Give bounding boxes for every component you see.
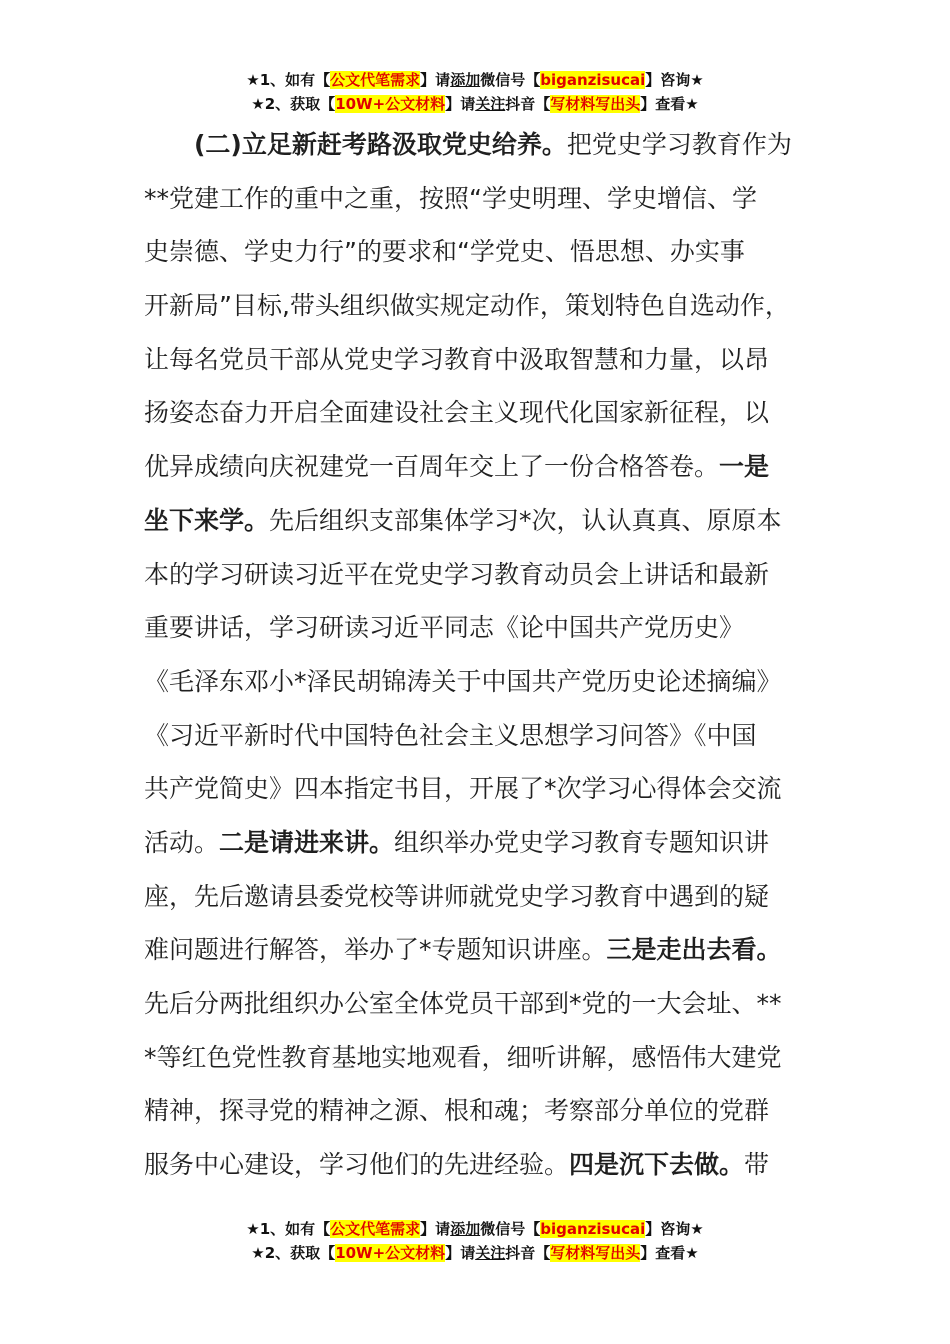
text-line bbox=[144, 440, 834, 494]
banner-text: 】请 bbox=[420, 1220, 451, 1238]
underlined-text: 关注 bbox=[475, 1244, 506, 1262]
banner-text: 】查看★ bbox=[640, 95, 699, 113]
document-body bbox=[144, 118, 834, 1192]
text-segment: 把党史学习教育作为 bbox=[566, 130, 792, 159]
text-segment: *等红色党性教育基地实地观看，细听讲解，感悟伟大建党 bbox=[144, 1042, 782, 1072]
text-segment: 开新局”目标,带头组织做实规定动作，策划特色自选动作， bbox=[144, 291, 790, 321]
wechat-id-highlight: biganzisucai bbox=[540, 71, 646, 89]
text-segment: 本的学习研读习近平在党史学习教育动员会上讲话和最新 bbox=[144, 559, 770, 589]
underlined-text: 关注 bbox=[475, 95, 506, 113]
text-line bbox=[144, 816, 834, 870]
text-line bbox=[144, 333, 834, 387]
text-line bbox=[144, 386, 834, 440]
text-line bbox=[144, 709, 834, 763]
banner-text: 】查看★ bbox=[640, 1244, 699, 1262]
text-line bbox=[144, 977, 834, 1031]
bold-text-segment: 一是 bbox=[719, 452, 770, 482]
highlight-text: 10W+公文材料 bbox=[335, 1244, 446, 1262]
banner-text: 】咨询★ bbox=[645, 71, 704, 89]
banner-text: 】请 bbox=[445, 95, 476, 113]
highlight-text: 10W+公文材料 bbox=[335, 95, 446, 113]
text-segment: 重要讲话，学习研读习近平同志《论中国共产党历史》 bbox=[144, 613, 745, 643]
text-line bbox=[144, 1084, 834, 1138]
text-segment: 座，先后邀请县委党校等讲师就党史学习教育中遇到的疑 bbox=[144, 881, 770, 911]
underlined-text: 添加 bbox=[450, 1220, 481, 1238]
banner-text: ★1、如有【 bbox=[246, 71, 331, 89]
banner-text: ★2、获取【 bbox=[251, 95, 336, 113]
text-segment: 《习近平新时代中国特色社会主义思想学习问答》《中国 bbox=[144, 720, 757, 750]
banner-line-2 bbox=[0, 92, 950, 116]
banner-text: 微信号【 bbox=[480, 71, 541, 89]
bold-text-segment: 坐下来学。 bbox=[144, 505, 270, 535]
banner-text: 微信号【 bbox=[480, 1220, 541, 1238]
bold-text-segment: 三是走出去看。 bbox=[606, 935, 782, 965]
douyin-highlight: 写材料写出头 bbox=[550, 1244, 641, 1262]
text-line bbox=[144, 923, 834, 977]
text-line bbox=[144, 870, 834, 924]
text-segment: 扬姿态奋力开启全面建设社会主义现代化国家新征程，以 bbox=[144, 398, 770, 428]
banner-line-1 bbox=[0, 68, 950, 92]
douyin-highlight: 写材料写出头 bbox=[550, 95, 641, 113]
text-segment: 活动。 bbox=[144, 827, 220, 857]
text-line bbox=[144, 172, 834, 226]
text-line bbox=[144, 118, 834, 172]
banner-text: 】咨询★ bbox=[645, 1220, 704, 1238]
text-line bbox=[144, 279, 834, 333]
text-segment: 服务中心建设，学习他们的先进经验。 bbox=[144, 1150, 570, 1180]
bold-text-segment: 四是沉下去做。 bbox=[569, 1150, 745, 1180]
text-segment: 史崇德、学史力行”的要求和“学党史、悟思想、办实事 bbox=[144, 237, 745, 267]
text-segment: 难问题进行解答，举办了*专题知识讲座。 bbox=[144, 935, 607, 965]
underlined-text: 添加 bbox=[450, 71, 481, 89]
text-segment: 让每名党员干部从党史学习教育中汲取智慧和力量，以昂 bbox=[144, 344, 770, 374]
text-segment: 优异成绩向庆祝建党一百周年交上了一份合格答卷。 bbox=[144, 452, 720, 482]
text-line bbox=[144, 548, 834, 602]
header-banner bbox=[0, 68, 950, 116]
highlight-text: 公文代笔需求 bbox=[330, 71, 421, 89]
text-segment: 先后分两批组织办公室全体党员干部到*党的一大会址、** bbox=[144, 989, 782, 1018]
highlight-text: 公文代笔需求 bbox=[330, 1220, 421, 1238]
bold-text-segment: (二)立足新赶考路汲取党史给养。 bbox=[194, 130, 567, 159]
text-line bbox=[144, 601, 834, 655]
text-segment: 先后组织支部集体学习*次，认认真真、原原本 bbox=[269, 505, 782, 535]
text-line bbox=[144, 655, 834, 709]
banner-text: ★2、获取【 bbox=[251, 1244, 336, 1262]
banner-text: 】请 bbox=[445, 1244, 476, 1262]
banner-text: 抖音【 bbox=[505, 1244, 551, 1262]
bold-text-segment: 二是请进来讲。 bbox=[219, 827, 395, 857]
text-segment: 精神，探寻党的精神之源、根和魂；考察部分单位的党群 bbox=[144, 1096, 770, 1126]
text-line bbox=[144, 494, 834, 548]
banner-line-1 bbox=[0, 1217, 950, 1241]
banner-text: 】请 bbox=[420, 71, 451, 89]
text-segment: 组织举办党史学习教育专题知识讲 bbox=[394, 827, 770, 857]
banner-text: ★1、如有【 bbox=[246, 1220, 331, 1238]
footer-banner bbox=[0, 1217, 950, 1265]
text-segment: 共产党简史》四本指定书目，开展了*次学习心得体会交流 bbox=[144, 774, 782, 804]
text-segment: 《毛泽东邓小*泽民胡锦涛关于中国共产党历史论述摘编》 bbox=[144, 666, 782, 696]
banner-text: 抖音【 bbox=[505, 95, 551, 113]
text-line bbox=[144, 225, 834, 279]
text-line bbox=[144, 1138, 834, 1192]
text-segment: 带 bbox=[744, 1150, 770, 1180]
wechat-id-highlight: biganzisucai bbox=[540, 1220, 646, 1238]
text-segment: **党建工作的重中之重，按照“学史明理、学史增信、学 bbox=[144, 183, 757, 213]
banner-line-2 bbox=[0, 1241, 950, 1265]
text-line bbox=[144, 762, 834, 816]
text-line bbox=[144, 1031, 834, 1085]
